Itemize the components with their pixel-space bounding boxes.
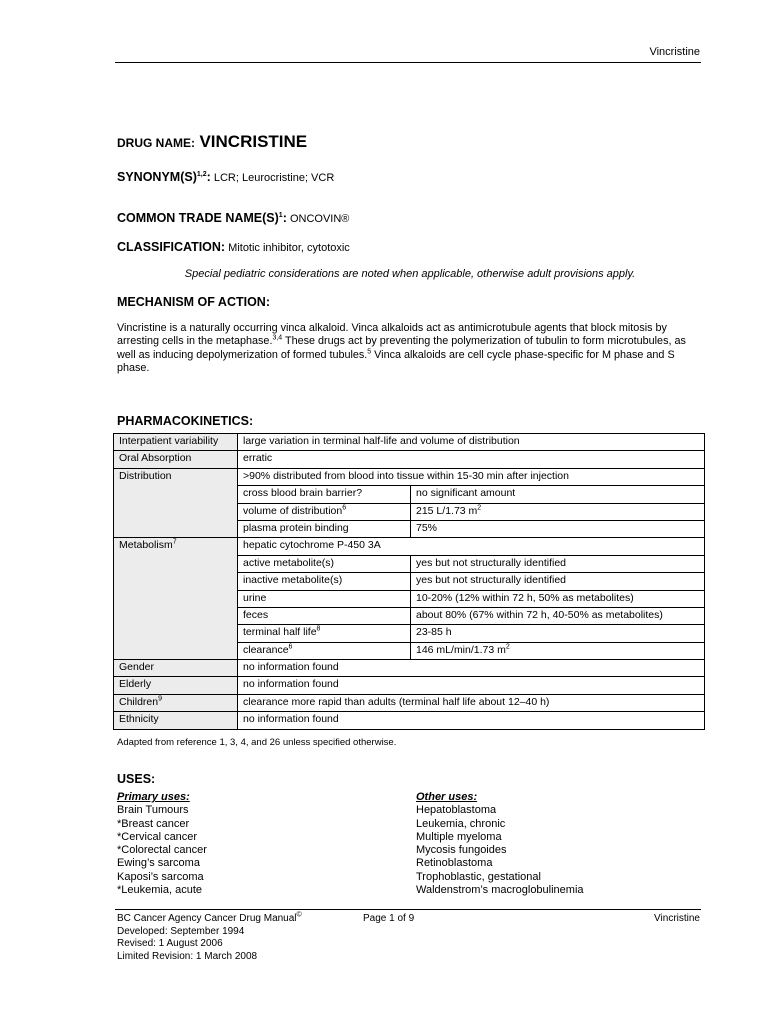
- table-row: [114, 694, 705, 711]
- running-header: Vincristine: [649, 46, 700, 58]
- list-item: Retinoblastoma: [416, 857, 493, 870]
- pk-value: >90% distributed from blood into tissue within 15-30 min after injection: [238, 468, 705, 485]
- classification-value: Mitotic inhibitor, cytotoxic: [228, 242, 350, 254]
- list-item: Ewing’s sarcoma: [117, 857, 200, 870]
- trade-names: COMMON TRADE $NAME(S)^1$: ONCOVIN®: [117, 211, 350, 225]
- pk-value: no information found: [238, 660, 705, 677]
- synonyms-value: LCR; Leurocristine; VCR: [213, 172, 335, 184]
- list-item: *Cervical cancer: [117, 830, 198, 843]
- pk-sublabel: clearance$^6$: [238, 642, 411, 659]
- primary-uses-heading: Primary uses:: [117, 791, 190, 803]
- pediatric-note: Special pediatric considerations are noted when applicable, otherwise adult provisions apply.: [184, 268, 636, 280]
- trade-value: ONCOVIN®: [289, 213, 350, 225]
- pk-value: clearance more rapid than adults (terminal half life about 12–40 h): [238, 694, 705, 711]
- pk-value: no information found: [238, 677, 705, 694]
- classification: [117, 240, 350, 254]
- table-row: [114, 677, 705, 694]
- table-row: [114, 712, 705, 729]
- pk-value: yes but not structurally identified: [411, 573, 705, 590]
- table-row: [114, 434, 705, 451]
- pk-value: no information found: [238, 712, 705, 729]
- classification-label: CLASSIFICATION:: [117, 240, 226, 254]
- list-item: Brain Tumours: [117, 804, 189, 817]
- drug-name-label: DRUG NAME:: [117, 136, 195, 150]
- pk-value: 23-85 h: [411, 625, 705, 642]
- pk-label: Metabolism$^7$: [114, 538, 238, 660]
- pk-value: large variation in terminal half-life and volume of distribution: [238, 434, 705, 451]
- mechanism-text: Vincristine is a naturally occurring vinca alkaloid. Vinca alkaloids act as antimicrotubule agents that block mitosis by arresting cells in the metaphase.$^{3,4}$ These drugs act by preventing the polymerization of tubulin to form microtubules, as well as inducing depolymerization of formed tubules.$^5$ Vinca alkaloids are cell cycle phase-specific for M phase and S phase.: [117, 322, 686, 374]
- primary-uses: [117, 791, 207, 897]
- pk-heading: PHARMACOKINETICS:: [117, 414, 254, 428]
- other-uses-heading: Other uses:: [416, 791, 478, 803]
- footer-drug: Vincristine: [654, 913, 700, 924]
- footer-developed: Developed: September 1994: [117, 925, 245, 937]
- footer-revised: Revised: 1 August 2006: [117, 938, 223, 949]
- synonyms: $SYNONYM(S)^{1,2}$: LCR; Leurocristine; VCR: [117, 170, 335, 184]
- pk-sublabel: volume of distribution$^6$: [238, 503, 411, 520]
- pk-sublabel: urine: [238, 590, 411, 607]
- pk-value: 75%: [411, 520, 705, 537]
- synonyms-label: SYNONYM(S): [117, 170, 197, 184]
- mechanism-heading: MECHANISM OF ACTION:: [117, 295, 270, 309]
- pk-label: Interpatient variability: [114, 434, 238, 451]
- pk-value: yes but not structurally identified: [411, 555, 705, 572]
- table-row: [114, 451, 705, 468]
- pk-sublabel: plasma protein binding: [238, 520, 411, 537]
- pk-label: Children$^9$: [114, 694, 238, 711]
- pk-value: 146 mL/min/1.73 $m^2$: [411, 642, 705, 659]
- footer-manual: BC Cancer Agency Cancer Drug Manual: [117, 913, 297, 924]
- pk-label: Ethnicity: [114, 712, 238, 729]
- pk-sublabel: active metabolite(s): [238, 555, 411, 572]
- table-row: [114, 468, 705, 485]
- list-item: Kaposi’s sarcoma: [117, 870, 204, 883]
- pk-label: Distribution: [114, 468, 238, 538]
- pharmacokinetics-table: [113, 433, 705, 730]
- synonyms-refs: 1,2: [196, 170, 207, 178]
- pk-source-note: Adapted from reference 1, 3, 4, and 26 unless specified otherwise.: [117, 737, 397, 748]
- list-item: *Breast cancer: [117, 817, 190, 830]
- pk-value: erratic: [238, 451, 705, 468]
- other-uses: [416, 791, 584, 897]
- pk-sublabel: cross blood brain barrier?: [238, 486, 411, 503]
- pk-sublabel: inactive metabolite(s): [238, 573, 411, 590]
- drug-name-value: VINCRISTINE: [199, 132, 308, 151]
- footer-limited-revision: Limited Revision: 1 March 2008: [117, 950, 258, 962]
- trade-label: COMMON TRADE NAME(S): [117, 211, 279, 225]
- uses-heading: USES:: [117, 772, 156, 786]
- list-item: Trophoblastic, gestational: [416, 870, 541, 883]
- table-row: [114, 660, 705, 677]
- list-item: *Colorectal cancer: [117, 844, 207, 857]
- pk-label: Elderly: [114, 677, 238, 694]
- table-row: [114, 538, 705, 555]
- pk-value: no significant amount: [411, 486, 705, 503]
- pk-value: 215 L/1.73 $m^2$: [411, 503, 705, 520]
- list-item: Multiple myeloma: [416, 830, 502, 843]
- header-rule: [115, 62, 701, 63]
- list-item: Hepatoblastoma: [416, 804, 497, 817]
- pk-sublabel: terminal half life$^8$: [238, 625, 411, 642]
- pk-value: 10-20% (12% within 72 h, 50% as metabolites): [411, 590, 705, 607]
- pk-sublabel: feces: [238, 607, 411, 624]
- list-item: Leukemia, chronic: [416, 817, 506, 830]
- pk-value: about 80% (67% within 72 h, 40-50% as metabolites): [411, 607, 705, 624]
- pk-label: Oral Absorption: [114, 451, 238, 468]
- drug-name: [117, 132, 307, 152]
- pk-value: hepatic cytochrome P-450 3A: [238, 538, 705, 555]
- list-item: Waldenstrom’s macroglobulinemia: [416, 884, 584, 897]
- pk-label: Gender: [114, 660, 238, 677]
- footer-left: BC Cancer Agency Cancer Drug Manual© Developed: September 1994 Revised: 1 August 2006 Limited Revision: 1 March 2008: [117, 911, 302, 962]
- trade-refs: 1: [278, 211, 283, 219]
- footer-page-number: Page 1 of 9: [363, 913, 415, 924]
- list-item: Mycosis fungoides: [416, 844, 507, 857]
- footer-rule: [115, 909, 701, 910]
- list-item: *Leukemia, acute: [117, 884, 202, 897]
